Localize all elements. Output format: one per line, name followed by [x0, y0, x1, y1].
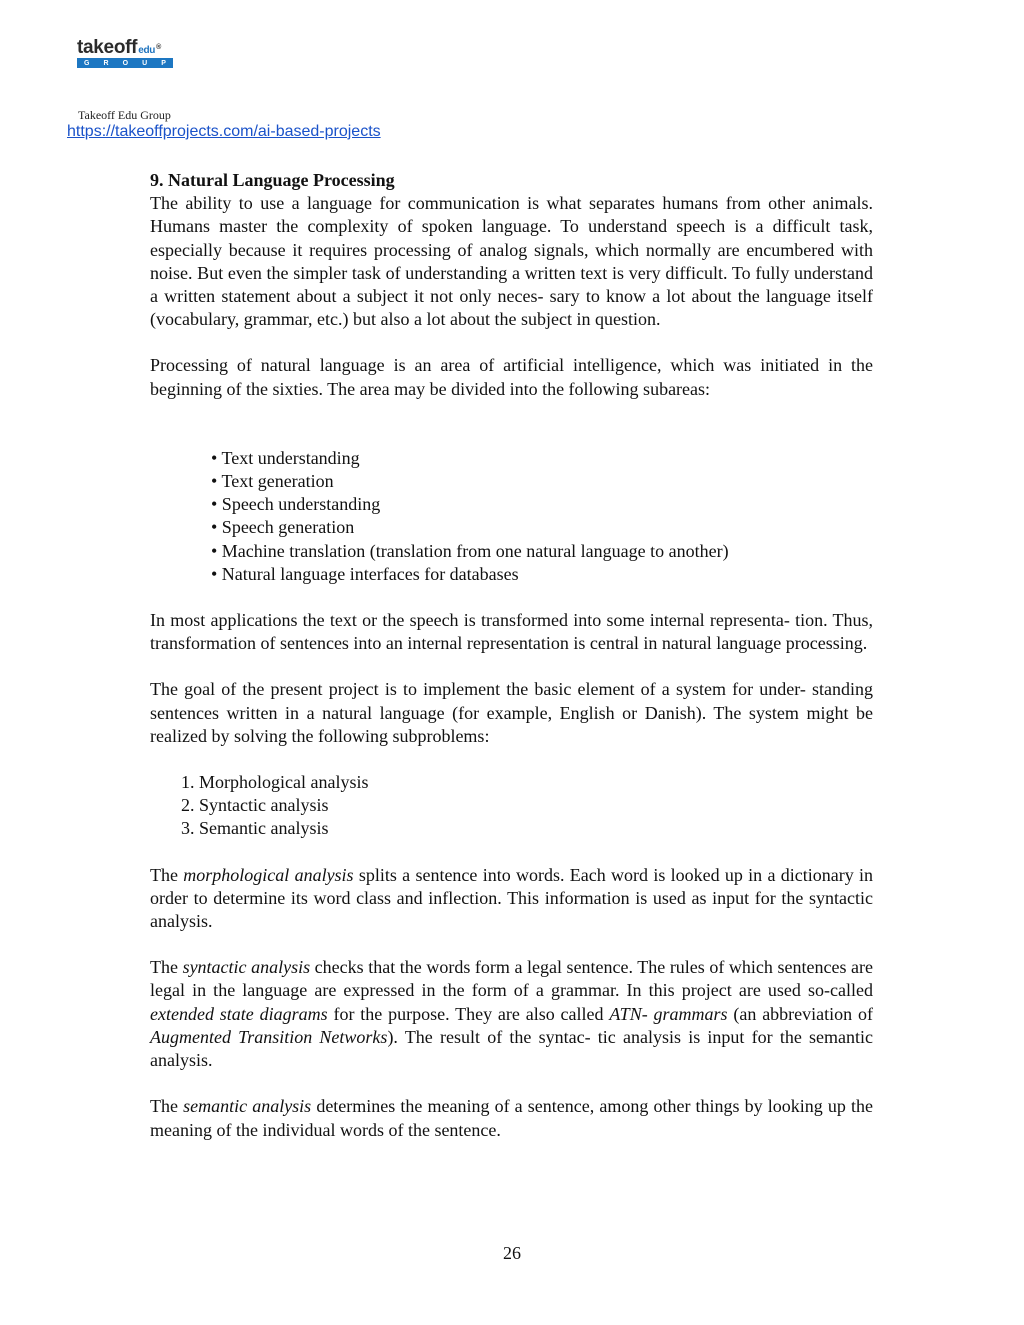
org-name: Takeoff Edu Group — [78, 108, 171, 122]
paragraph-morphological: The morphological analysis splits a sentence into words. Each word is looked up in a dictionary in order to determine its word class and inflection. This information is used as input for the syntactic analysis. — [150, 864, 874, 932]
subareas-list — [150, 447, 873, 586]
subproblems-list — [150, 771, 873, 841]
paragraph-syntactic: The syntactic analysis checks that the words form a legal sentence. The rules of which sentences are legal in the language are expressed in the form of a grammar. In this project are used so-called extended state diagrams for the purpose. They are also called ATN- grammars (an abbreviation of Augmented Transition Networks). The result of the syntac- tic analysis is input for the semantic analysis. — [150, 957, 873, 1071]
list-item: • Text generation — [211, 471, 334, 492]
paragraph-semantic: The semantic analysis determines the meaning of a sentence, among other things by looking up the meaning of the individual words of the sentence. — [150, 1096, 873, 1140]
section-title: 9. Natural Language Processing — [150, 170, 395, 190]
list-item: • Text understanding — [211, 447, 360, 468]
paragraph-subareas-intro: Processing of natural language is an area of artificial intelligence, which was initiated in the beginning of the sixties. The area may be divided into the following subareas: — [150, 355, 873, 399]
list-item: 3. Semantic analysis — [181, 818, 329, 839]
projects-link[interactable]: https://takeoffprojects.com/ai-based-projects — [67, 123, 381, 140]
paragraph-goal: The goal of the present project is to implement the basic element of a system for under- standing sentences written in a natural language (for example, English or Danish). The system might be realized by solving the following subproblems: — [150, 679, 873, 746]
page-number: 26 — [503, 1243, 521, 1263]
takeoff-logo — [77, 38, 177, 68]
logo-wordmark: takeoffedu® — [77, 37, 161, 58]
list-item: 1. Morphological analysis — [181, 772, 369, 793]
paragraph-representation: In most applications the text or the speech is transformed into some internal representa- tion. Thus, transformation of sentences into an internal representation is central in natural language processing. — [150, 610, 873, 654]
logo-group-bar: G R O U P — [77, 58, 173, 68]
list-item: • Speech generation — [211, 517, 355, 538]
document-body — [150, 169, 873, 1142]
list-item: • Speech understanding — [211, 494, 381, 515]
list-item: • Natural language interfaces for databases — [211, 563, 519, 584]
list-item: • Machine translation (translation from one natural language to another) — [211, 540, 729, 561]
paragraph-intro: The ability to use a language for communication is what separates humans from other animals. Humans master the complexity of spoken language. To understand speech is a difficult task, especially because it requires processing of analog signals, which normally are encumbered with noise. But even the simpler task of understanding a written text is very difficult. To fully understand a written statement about a subject it not only neces- sary to know a lot about the language itself (vocabulary, grammar, etc.) but also a lot about the subject in question. — [150, 193, 873, 330]
list-item: 2. Syntactic analysis — [181, 795, 329, 816]
